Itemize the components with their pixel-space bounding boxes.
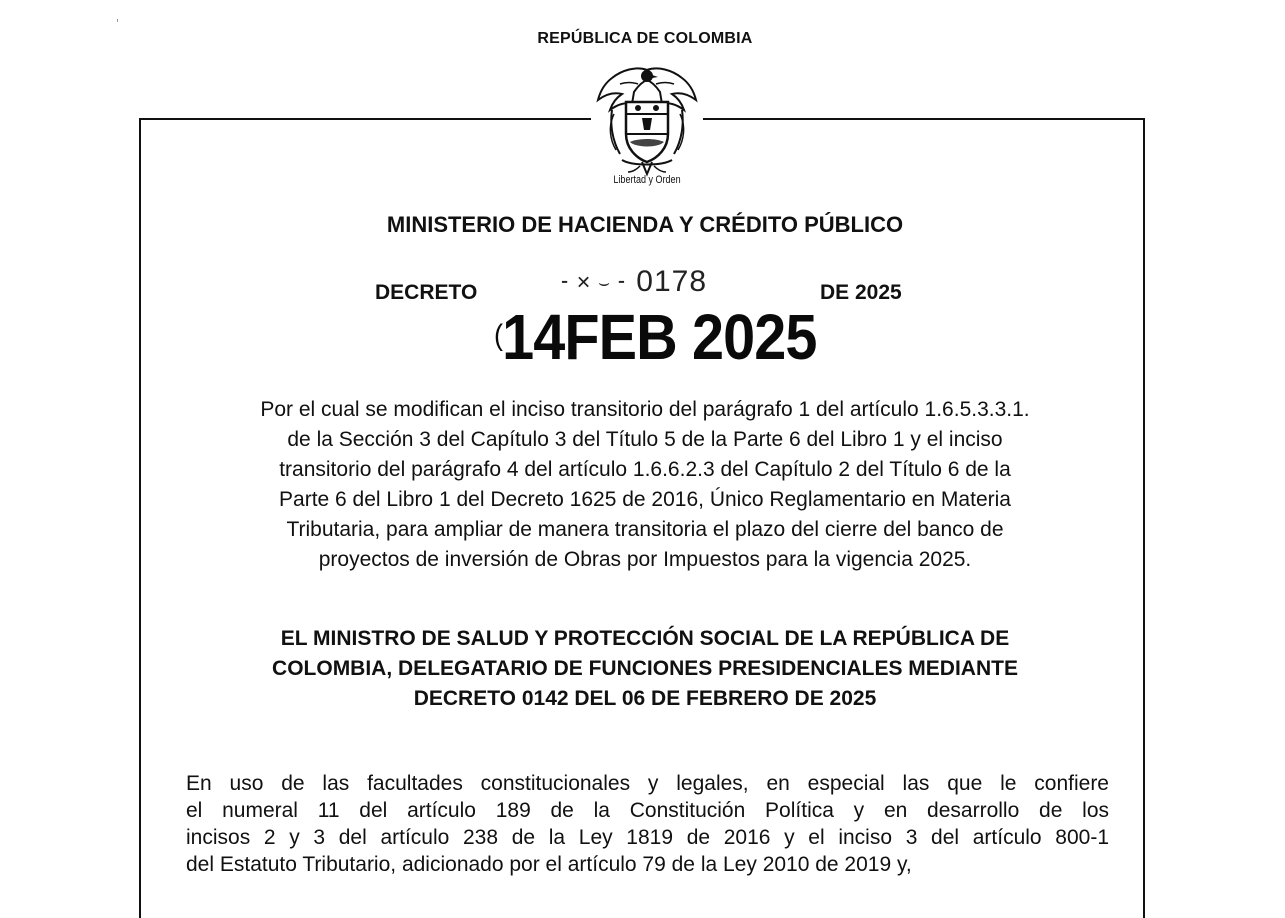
decree-number xyxy=(560,265,707,299)
motto-text: Libertad y Orden xyxy=(613,174,681,186)
facultades-line: del Estatuto Tributario, adicionado por el artículo 79 de la Ley 2010 de 2019 y, xyxy=(186,853,912,876)
summary-line: de la Sección 3 del Capítulo 3 del Título 5 de la Parte 6 del Libro 1 y el inciso xyxy=(287,428,1003,451)
summary-line: transitorio del parágrafo 4 del artículo 1.6.6.2.3 del Capítulo 2 del Título 6 de la xyxy=(279,458,1011,481)
minister-heading xyxy=(160,624,1130,714)
summary-line: Por el cual se modifican el inciso transitorio del parágrafo 1 del artículo 1.6.5.3.3.1. xyxy=(260,398,1030,421)
republic-heading: REPÚBLICA DE COLOMBIA xyxy=(537,30,753,47)
ministry-heading: MINISTERIO DE HACIENDA Y CRÉDITO PÚBLICO xyxy=(386,212,904,237)
frame-top-right-border xyxy=(703,118,1145,120)
minister-line: COLOMBIA, DELEGATARIO DE FUNCIONES PRESIDENCIALES MEDIANTE xyxy=(272,657,1018,680)
frame-right-border xyxy=(1143,118,1145,918)
decree-summary xyxy=(160,395,1130,575)
facultades-line: En uso de las facultades constitucionales y legales, en especial las que le confiere xyxy=(186,772,1109,795)
facultades-paragraph xyxy=(186,770,1109,878)
summary-line: Tributaria, para ampliar de manera transitoria el plazo del cierre del banco de xyxy=(286,518,1004,541)
date-stamp xyxy=(494,300,817,374)
frame-top-left-border xyxy=(139,118,591,120)
decree-number-value: 0178 xyxy=(636,265,708,298)
stamp-bracket-icon: ( xyxy=(494,319,503,352)
facultades-line: incisos 2 y 3 del artículo 238 de la Ley 1819 de 2016 y el inciso 3 del artículo 800-1 xyxy=(186,826,1109,849)
summary-line: Parte 6 del Libro 1 del Decreto 1625 de 2016, Único Reglamentario en Materia xyxy=(279,488,1011,511)
colombia-coat-of-arms-icon xyxy=(592,62,702,178)
minister-line: EL MINISTRO DE SALUD Y PROTECCIÓN SOCIAL DE LA REPÚBLICA DE xyxy=(280,627,1010,650)
summary-line: proyectos de inversión de Obras por Impuestos para la vigencia 2025. xyxy=(318,548,972,571)
facultades-line: el numeral 11 del artículo 189 de la Constitución Política y en desarrollo de los xyxy=(186,799,1109,822)
decree-label: DECRETO xyxy=(375,281,478,304)
minister-line: DECRETO 0142 DEL 06 DE FEBRERO DE 2025 xyxy=(413,687,877,710)
scan-speck xyxy=(117,19,118,22)
decree-year: DE 2025 xyxy=(820,281,902,304)
frame-left-border xyxy=(139,118,141,918)
date-stamp-value: 14FEB 2025 xyxy=(502,301,817,373)
stamp-marks-icon: ⁃ ✕ ⌣ ⁃ xyxy=(560,272,627,293)
